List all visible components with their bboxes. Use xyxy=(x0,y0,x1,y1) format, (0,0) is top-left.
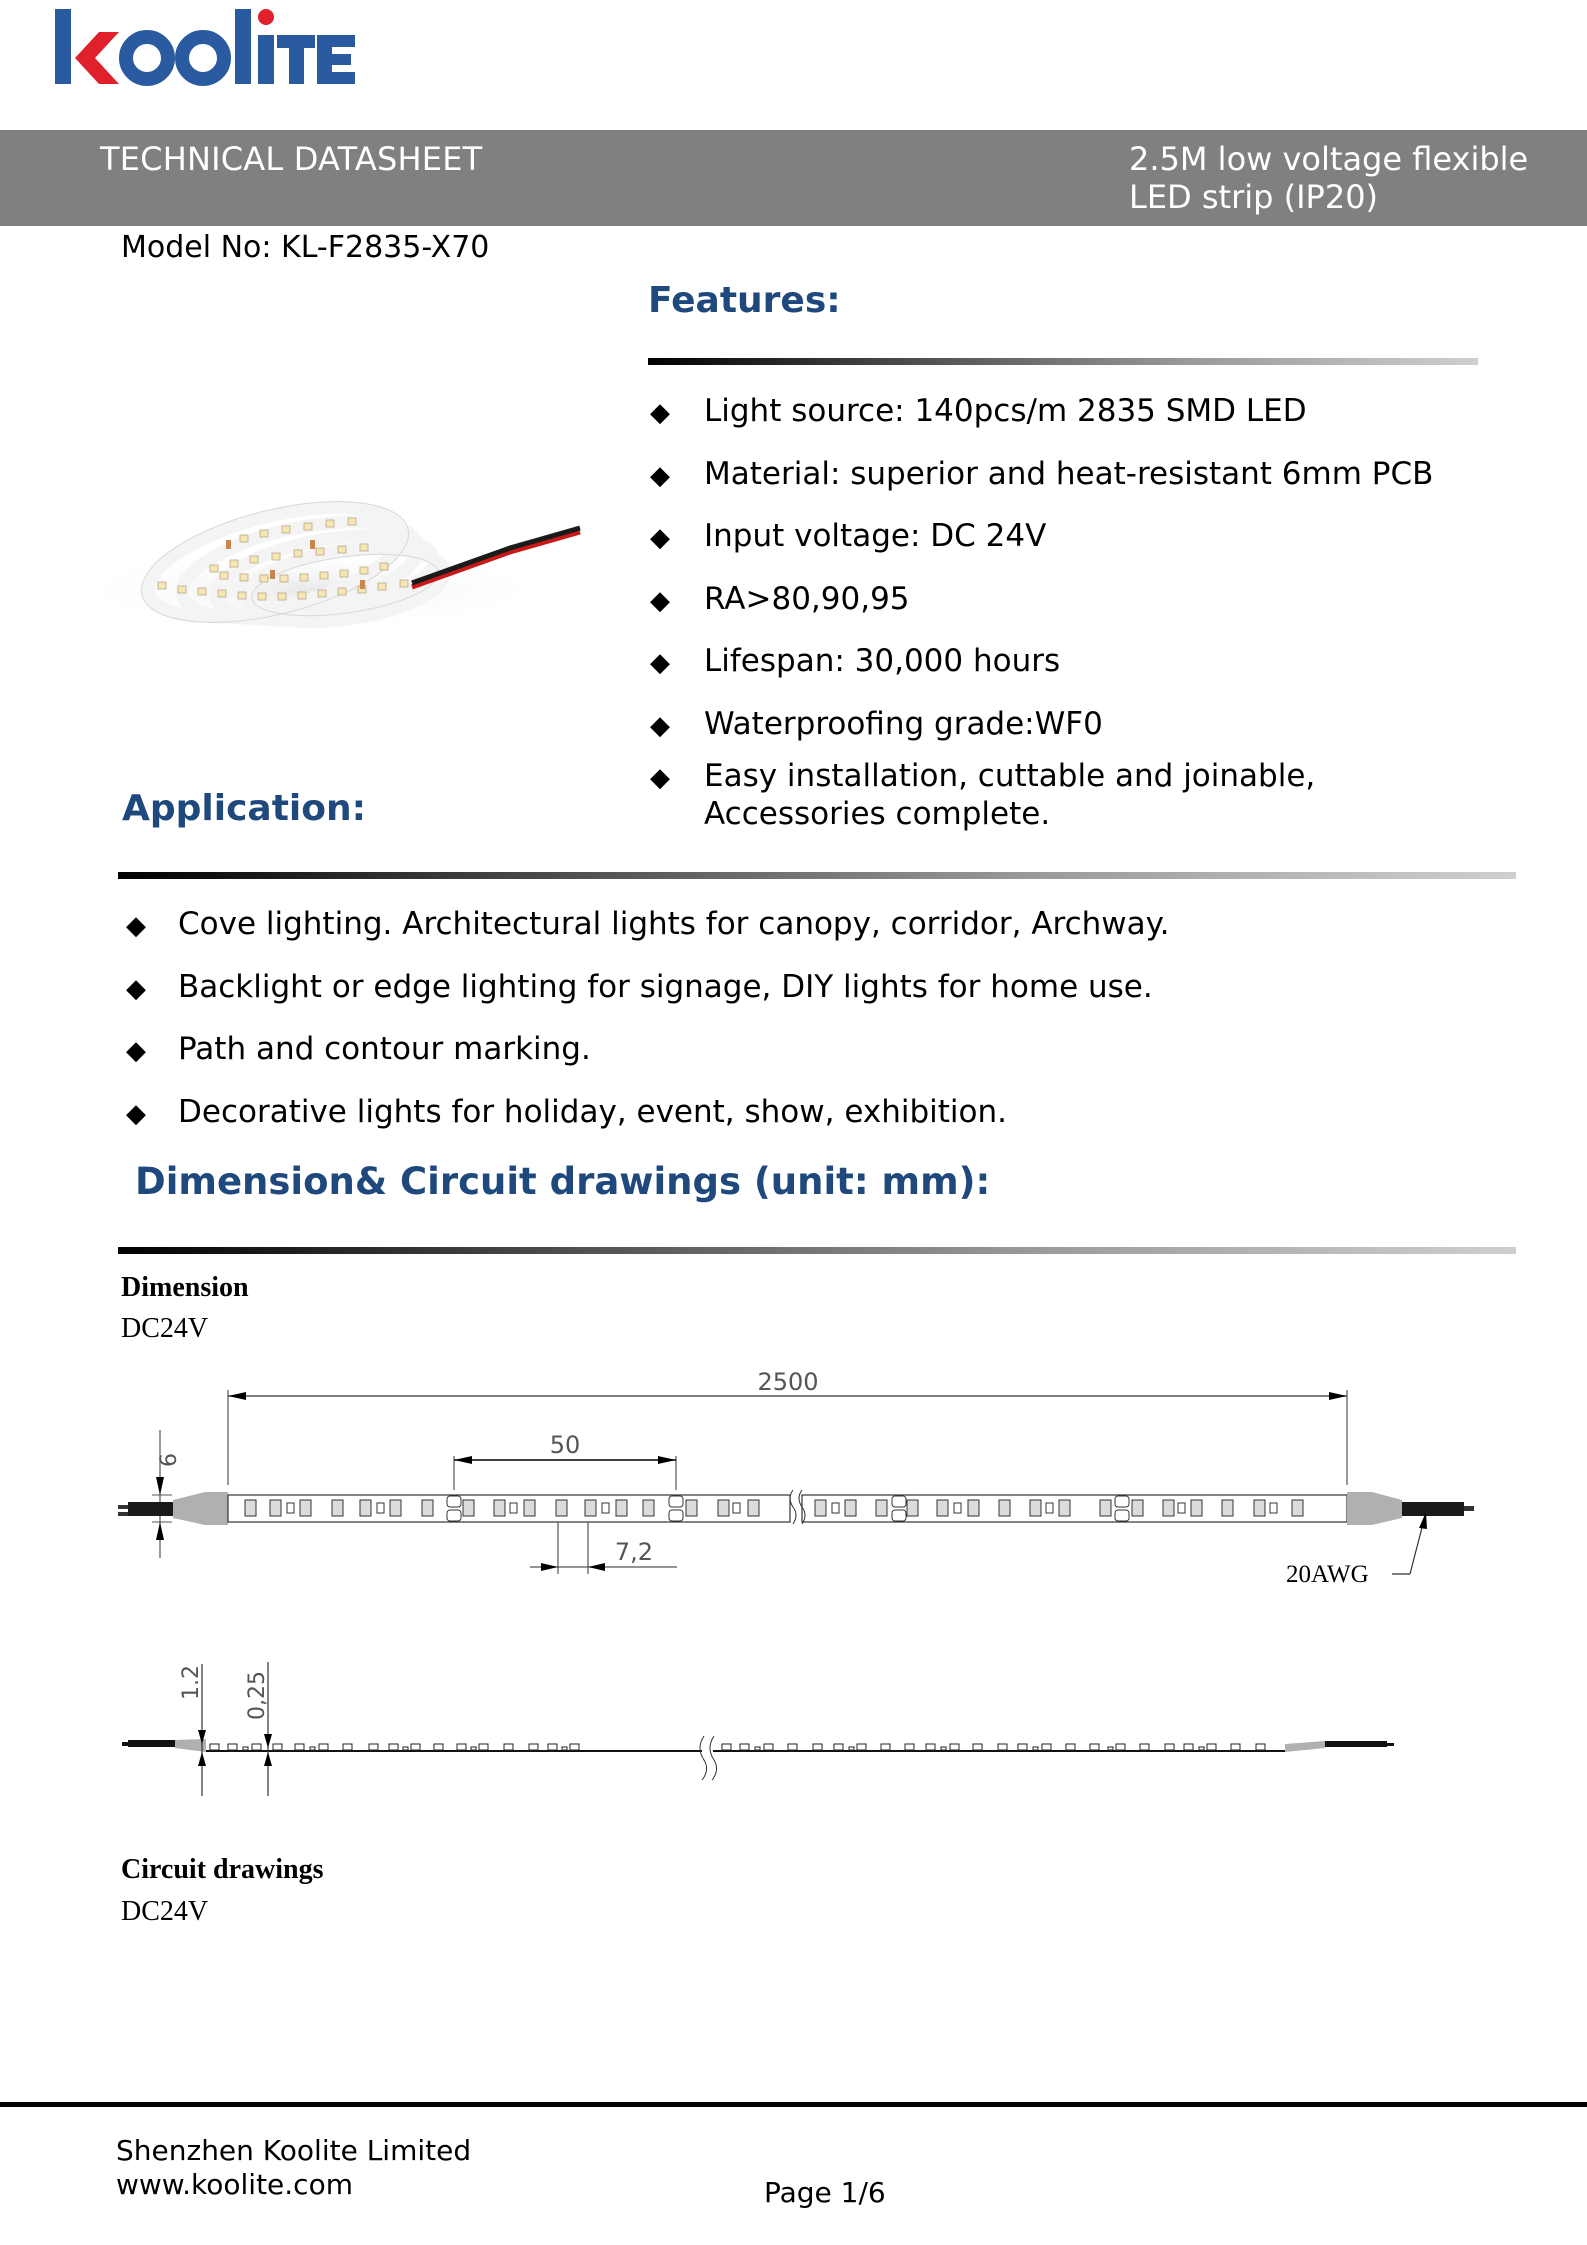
diamond-bullet-icon: ◆ xyxy=(126,973,146,1004)
diamond-bullet-icon: ◆ xyxy=(126,911,146,941)
features-heading: Features: xyxy=(648,280,841,321)
koolite-logo xyxy=(55,4,355,86)
product-title-line1: 2.5M low voltage flexible xyxy=(1129,140,1529,178)
application-list xyxy=(124,905,1524,1155)
feature-item: ◆ RA>80,90,95 xyxy=(648,580,1548,643)
diamond-bullet-icon: ◆ xyxy=(650,585,670,616)
diamond-bullet-icon: ◆ xyxy=(650,398,670,428)
product-title-line2: LED strip (IP20) xyxy=(1129,178,1379,216)
dim-label-total-length: 2500 xyxy=(757,1368,819,1396)
dim-label-wire-gauge: 20AWG xyxy=(1286,1561,1369,1588)
dim-label-width: 6 xyxy=(157,1453,182,1467)
application-item: ◆ Decorative lights for holiday, event, show, exhibition. xyxy=(124,1093,1524,1156)
dimension-heading: Dimension& Circuit drawings (unit: mm): xyxy=(135,1160,991,1203)
dim-label-pcb-thickness: 0,25 xyxy=(245,1671,270,1720)
feature-item: ◆ Light source: 140pcs/m 2835 SMD LED xyxy=(648,392,1548,455)
product-title xyxy=(1129,140,1528,216)
diamond-bullet-icon: ◆ xyxy=(126,1098,146,1129)
feature-item: ◆ Easy installation, cuttable and joinable, Accessories complete. xyxy=(650,758,1316,832)
datasheet-title: TECHNICAL DATASHEET xyxy=(100,140,483,178)
dim-label-cut-unit: 50 xyxy=(549,1431,581,1459)
diamond-bullet-icon: ◆ xyxy=(650,523,670,553)
feature-item: ◆ Lifespan: 30,000 hours xyxy=(648,642,1548,705)
diamond-bullet-icon: ◆ xyxy=(650,763,670,793)
dim-label-thickness: 1.2 xyxy=(179,1665,204,1700)
page-number: Page 1/6 xyxy=(764,2176,886,2209)
product-photo xyxy=(60,420,640,650)
application-item: ◆ Backlight or edge lighting for signage, DIY lights for home use. xyxy=(124,968,1524,1031)
dimension-label: Dimension xyxy=(121,1272,249,1303)
application-item: ◆ Cove lighting. Architectural lights for canopy, corridor, Archway. xyxy=(124,905,1524,968)
diamond-bullet-icon: ◆ xyxy=(126,1036,146,1066)
application-item: ◆ Path and contour marking. xyxy=(124,1030,1524,1093)
diamond-bullet-icon: ◆ xyxy=(650,710,670,741)
application-heading: Application: xyxy=(122,788,367,829)
feature-item: ◆ Material: superior and heat-resistant 6mm PCB xyxy=(648,455,1548,518)
dim-label-led-pitch: 7,2 xyxy=(614,1538,654,1566)
circuit-voltage: DC24V xyxy=(121,1896,209,1927)
model-number: Model No: KL-F2835-X70 xyxy=(121,230,490,265)
dimension-voltage: DC24V xyxy=(121,1313,209,1344)
feature-item: ◆ Waterproofing grade:WF0 xyxy=(648,705,1548,768)
footer-website[interactable]: www.koolite.com xyxy=(116,2168,353,2201)
feature-item: ◆ Input voltage: DC 24V xyxy=(648,517,1548,580)
application-divider xyxy=(118,872,1516,879)
dimension-divider xyxy=(118,1247,1516,1254)
dimension-drawing-side-view xyxy=(110,1640,1500,1800)
circuit-label: Circuit drawings xyxy=(121,1854,324,1885)
footer-company: Shenzhen Koolite Limited xyxy=(116,2134,472,2167)
diamond-bullet-icon: ◆ xyxy=(650,648,670,678)
dimension-drawing-top-view xyxy=(110,1360,1500,1620)
features-list xyxy=(648,392,1548,833)
footer-divider xyxy=(0,2102,1587,2107)
features-divider xyxy=(648,358,1478,365)
diamond-bullet-icon: ◆ xyxy=(650,460,670,491)
